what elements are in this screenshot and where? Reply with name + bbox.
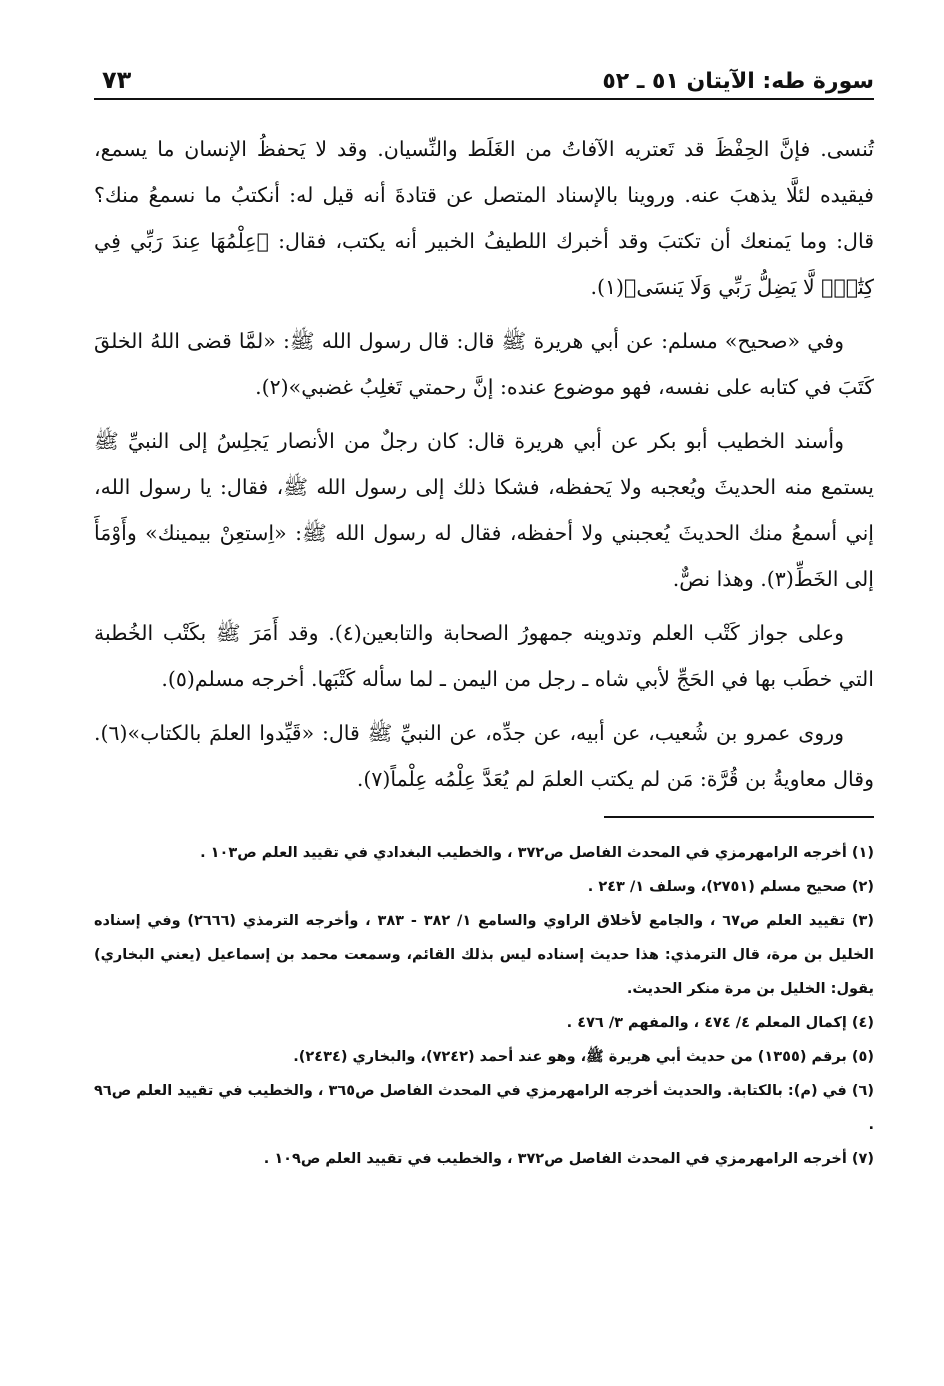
footnote: (٢) صحيح مسلم (٢٧٥١)، وسلف ١/ ٢٤٣ . — [587, 879, 874, 895]
page-number: ٧٣ — [102, 66, 132, 94]
paragraph: وأسند الخطيب أبو بكر عن أبي هريرة قال: كان رجلٌ من الأنصار يَجلِسُ إلى النبيِّ ﷺ يستمع منه الحديثَ ويُعجبه ولا يَحفظه، فشكا ذلك إلى رسول الله ﷺ، فقال: يا رسول الله، إني أسمعُ منك الحديثَ يُعجبني ولا أحفظه، فقال له رسول الله ﷺ: «اِستعِنْ بيمينك» وأَوْمَأَ إلى الخَطِّ(٣). وهذا نصٌّ. — [94, 429, 874, 591]
paragraph: وروى عمرو بن شُعيب، عن أبيه، عن جدِّه، عن النبيِّ ﷺ قال: «قَيِّدوا العلمَ بالكتاب»(٦). وقال معاويةُ بن قُرَّة: مَن لم يكتب العلمَ لم يُعَدَّ عِلْمُه عِلْماً(٧). — [94, 721, 874, 791]
footnote-divider — [604, 816, 874, 818]
main-text — [94, 126, 874, 802]
footnote: (٧) أخرجه الرامهرمزي في المحدث الفاصل ص٣٧٢ ، والخطيب في تقييد العلم ص١٠٩ . — [263, 1151, 874, 1167]
paragraph: وعلى جواز كَتْب العلم وتدوينه جمهورُ الصحابة والتابعين(٤). وقد أَمَرَ ﷺ بكَتْب الخُطبة التي خطَب بها في الحَجِّ لأبي شاه ـ رجل من اليمن ـ لما سأله كَتْبَها. أخرجه مسلم(٥). — [94, 621, 874, 691]
footnote: (٥) برقم (١٣٥٥) من حديث أبي هريرة ﷺ، وهو عند أحمد (٧٢٤٢)، والبخاري (٢٤٣٤). — [293, 1049, 874, 1065]
page-header — [94, 58, 874, 100]
footnotes — [94, 836, 874, 1176]
running-title: سورة طه: الآيتان ٥١ ـ ٥٢ — [602, 69, 874, 94]
footnote: (٣) تقييد العلم ص٦٧ ، والجامع لأخلاق الراوي والسامع ١/ ٣٨٢ - ٣٨٣ ، وأخرجه الترمذي (٢٦٦٦) وفي إسناده الخليل بن مرة، قال الترمذي: هذا حديث إسناده ليس بذلك القائم، وسمعت محمد بن إسماعيل (يعني البخاري) يقول: الخليل بن مرة منكر الحديث. — [94, 913, 874, 997]
book-page — [94, 58, 874, 1176]
footnote: (١) أخرجه الرامهرمزي في المحدث الفاصل ص٣٧٢ ، والخطيب البغدادي في تقييد العلم ص١٠٣ . — [200, 845, 874, 861]
paragraph: وفي «صحيح» مسلم: عن أبي هريرة ﷺ قال: قال رسول الله ﷺ: «لمَّا قضى اللهُ الخلقَ كَتَبَ في كتابه على نفسه، فهو موضوع عنده: إنَّ رحمتي تَغلِبُ غضبي»(٢). — [94, 329, 874, 399]
paragraph: تُنسى. فإنَّ الحِفْظَ قد تَعتريه الآفاتُ من الغَلَط والنِّسيان. وقد لا يَحفظُ الإنسان ما يسمع، فيقيده لئلَّا يذهبَ عنه. وروينا بالإسناد المتصل عن قتادةَ أنه قيل له: أنكتبُ ما نسمعُ منك؟ قال: وما يَمنعك أن تكتبَ وقد أخبرك اللطيفُ الخبير أنه يكتب، فقال: ﴿عِلْمُهَا عِندَ رَبِّي فِي كِتَٰبٍۖ لَّا يَضِلُّ رَبِّي وَلَا يَنسَى﴾(١). — [94, 137, 874, 299]
footnote: (٤) إكمال المعلم ٤/ ٤٧٤ ، والمفهم ٣/ ٤٧٦ . — [566, 1015, 874, 1031]
footnote: (٦) في (م): بالكتابة. والحديث أخرجه الرامهرمزي في المحدث الفاصل ص٣٦٥ ، والخطيب في تقييد العلم ص٩٦ . — [94, 1083, 874, 1133]
